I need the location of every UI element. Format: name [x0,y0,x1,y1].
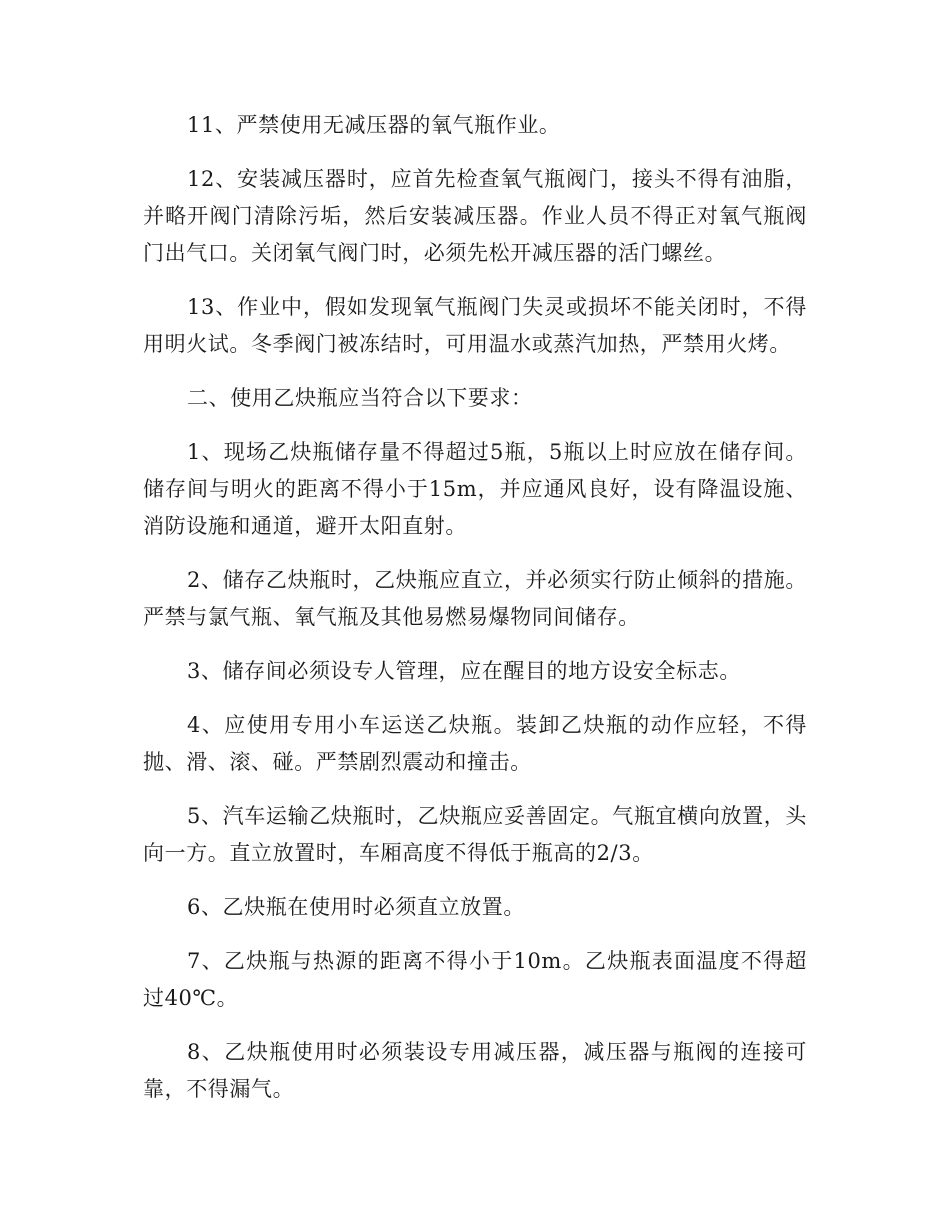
paragraph-item-5: 5、汽车运输乙炔瓶时，乙炔瓶应妥善固定。气瓶宜横向放置，头向一方。直立放置时，车厢高度不得低于瓶高的2/3。 [143,804,807,865]
paragraph-item-12: 12、安装减压器时，应首先检查氧气瓶阀门，接头不得有油脂，并略开阀门清除污垢，然后安装减压器。作业人员不得正对氧气瓶阀门出气口。关闭氧气阀门时，必须先松开减压器的活门螺丝。 [143,167,807,265]
paragraph-item-1: 1、现场乙炔瓶储存量不得超过5瓶，5瓶以上时应放在储存间。储存间与明火的距离不得小于15m，并应通风良好，设有降温设施、消防设施和通道，避开太阳直射。 [143,440,807,538]
paragraph-item-13: 13、作业中，假如发现氧气瓶阀门失灵或损坏不能关闭时，不得用明火试。冬季阀门被冻结时，可用温水或蒸汽加热，严禁用火烤。 [143,295,807,356]
paragraph-item-11: 11、严禁使用无减压器的氧气瓶作业。 [187,113,561,137]
paragraph-item-8: 8、乙炔瓶使用时必须装设专用减压器，减压器与瓶阀的连接可靠，不得漏气。 [143,1040,807,1101]
paragraph-item-7: 7、乙炔瓶与热源的距离不得小于10m。乙炔瓶表面温度不得超过40℃。 [143,949,807,1010]
paragraph-item-3: 3、储存间必须设专人管理，应在醒目的地方设安全标志。 [187,659,741,683]
paragraph-item-6: 6、乙炔瓶在使用时必须直立放置。 [187,895,525,919]
section-heading-acetylene: 二、使用乙炔瓶应当符合以下要求： [187,386,533,410]
paragraph-item-4: 4、应使用专用小车运送乙炔瓶。装卸乙炔瓶的动作应轻，不得抛、滑、滚、碰。严禁剧烈震动和撞击。 [143,713,807,774]
document-body [143,107,807,1125]
paragraph-item-2: 2、储存乙炔瓶时，乙炔瓶应直立，并必须实行防止倾斜的措施。严禁与氯气瓶、氧气瓶及其他易燃易爆物同间储存。 [143,568,807,629]
